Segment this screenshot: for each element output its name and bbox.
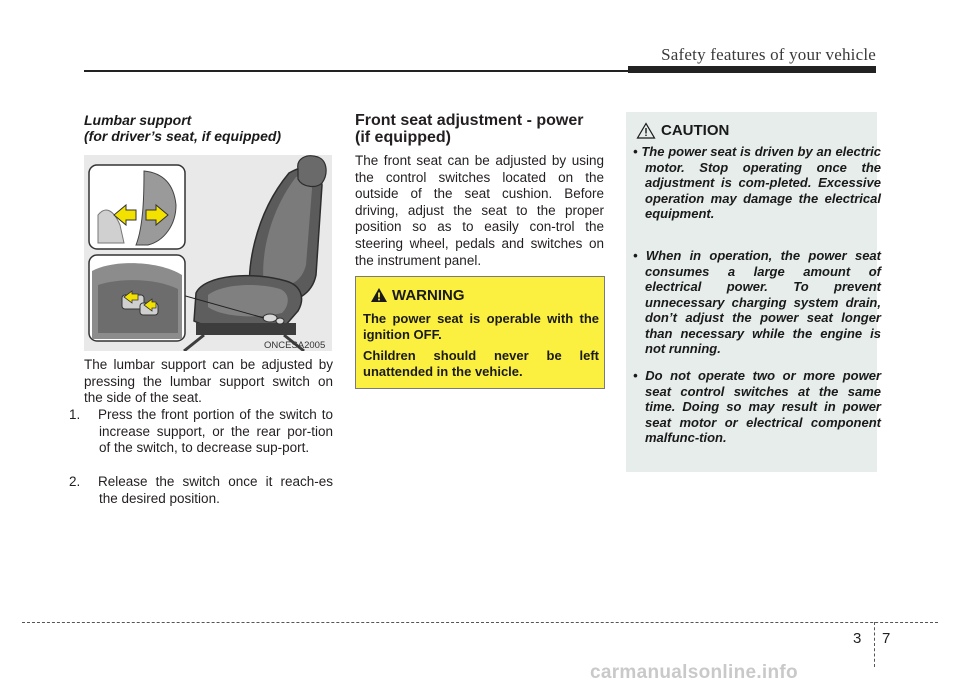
seat-drawing <box>84 155 332 351</box>
header-rule-thick <box>628 66 876 73</box>
step-text: Release the switch once it reach-es the desired position. <box>98 474 333 506</box>
warning-title: WARNING <box>392 287 465 304</box>
image-code: ONCESA2005 <box>264 340 326 351</box>
header-rule-thin <box>84 70 629 72</box>
lumbar-step-1 <box>69 407 333 457</box>
caution-item-3: • Do not operate two or more power seat control switches at the same time. Doing so may result in power seat motor or electrical component malfunc-tion. <box>633 368 882 445</box>
warning-icon <box>370 287 388 303</box>
lumbar-step-2 <box>69 474 333 507</box>
caution-title: CAUTION <box>661 122 730 139</box>
chapter-number: 3 <box>853 630 862 647</box>
warning-line-2: Children should never be left unattended in the vehicle. <box>363 348 599 379</box>
seat-illustration <box>84 155 332 351</box>
caution-icon <box>636 122 656 139</box>
lumbar-heading <box>84 112 334 144</box>
step-text: Press the front portion of the switch to increase support, or the rear por-tion of the switch, to decrease sup-port. <box>98 407 333 456</box>
caution-item-text: When in operation, the power seat consumes a large amount of electrical power. To prevent unnecessary charging system drain, don’t adjust the power seat longer than necessary while the engine is not running. <box>645 248 881 356</box>
caution-item-1: • The power seat is driven by an electric motor. Stop operating once the adjustment is com-pleted. Excessive operation may damage the electrical equipment. <box>633 144 881 221</box>
front-seat-heading <box>355 112 605 146</box>
warning-line-1: The power seat is operable with the ignition OFF. <box>363 311 599 342</box>
page-number: 7 <box>882 630 891 647</box>
caution-item-text: The power seat is driven by an electric motor. Stop operating once the adjustment is com-pleted. Excessive operation may damage the electrical equipment. <box>641 144 881 221</box>
lumbar-heading-line2: (for driver’s seat, if equipped) <box>84 128 282 144</box>
lumbar-intro: The lumbar support can be adjusted by pressing the lumbar support switch on the side of the seat. <box>84 357 333 406</box>
step-number: 2. <box>69 474 81 489</box>
front-seat-heading-line2: (if equipped) <box>355 129 451 146</box>
caution-item-text: Do not operate two or more power seat control switches at the same time. Doing so may result in power seat motor or electrical component malfunc-tion. <box>645 368 882 445</box>
footer-dashed-divider <box>874 622 875 667</box>
front-seat-heading-line1: Front seat adjustment - power <box>355 112 584 129</box>
footer-dashed-rule <box>22 622 938 623</box>
section-title: Safety features of your vehicle <box>661 45 876 64</box>
watermark: carmanualsonline.info <box>590 662 798 683</box>
lumbar-heading-line1: Lumbar support <box>84 112 192 128</box>
caution-item-2: • When in operation, the power seat consumes a large amount of electrical power. To prevent unnecessary charging system drain, don’t adjust the power seat longer than necessary while the engine is not running. <box>633 248 881 356</box>
step-number: 1. <box>69 407 81 422</box>
front-seat-body: The front seat can be adjusted by using the control switches located on the outside of the seat cushion. Before driving, adjust the seat to the proper position so as to easily con-trol the steering wheel, pedals and switches on the instrument panel. <box>355 153 604 268</box>
